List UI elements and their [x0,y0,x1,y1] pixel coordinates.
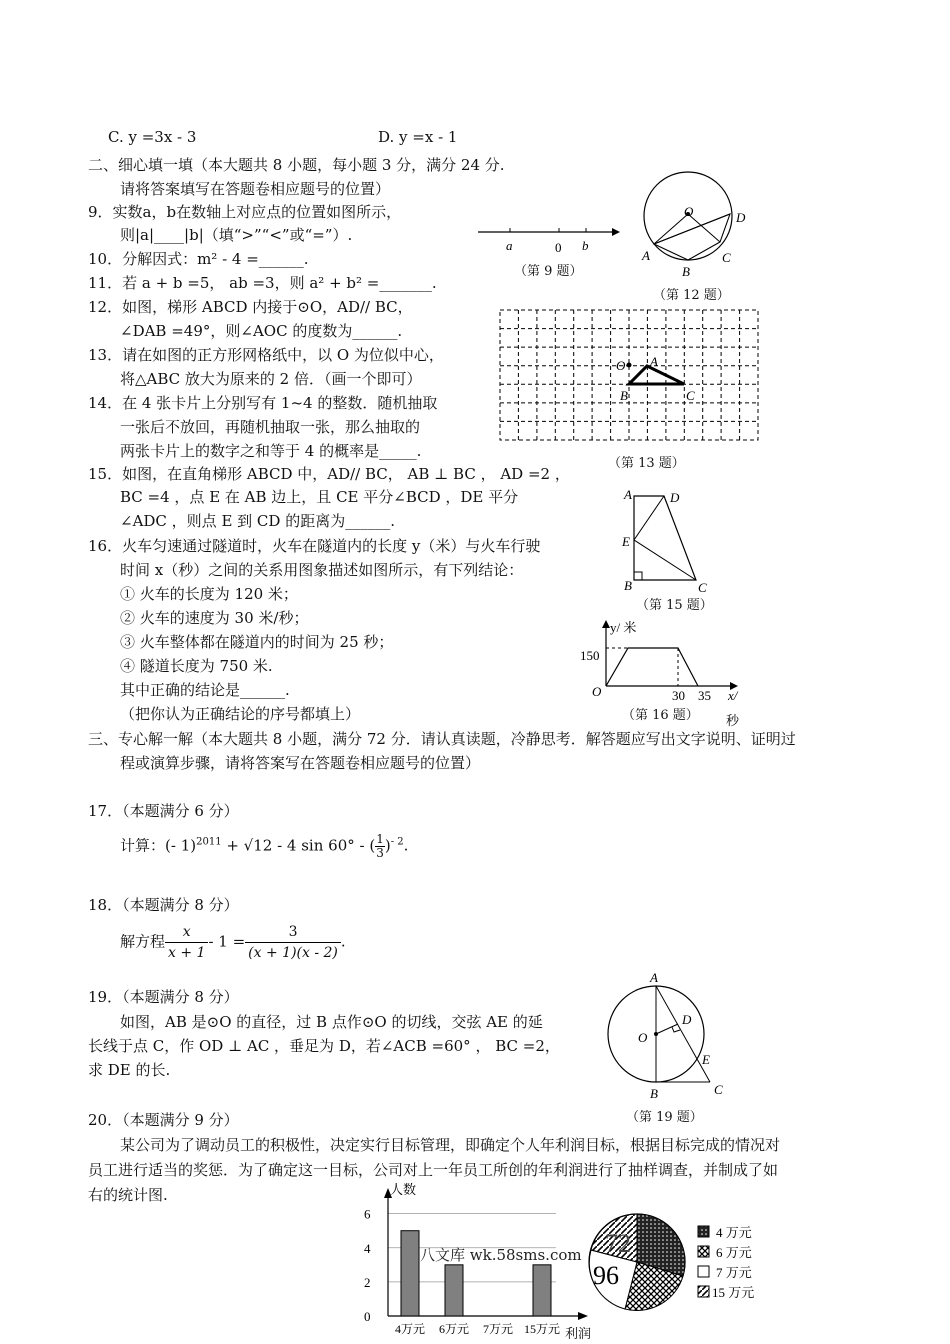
q17-sup-c: - 2 [390,836,404,848]
q14-line2: 一张后不放回，再随机抽取一张，那么抽取的 [120,418,421,436]
pie-legend [696,1224,776,1308]
label-a: A [642,248,650,263]
bar [401,1231,419,1316]
label-c: C [698,580,707,595]
graph-x30: 30 [672,688,685,703]
label-c: C [722,250,731,265]
q13-line2: 将△ABC 放大为原来的 2 倍．（画一个即可） [120,370,422,388]
q8-option-d: D. y =x - 1 [378,128,458,146]
chart-ylabel: 人数 [390,1182,417,1197]
q9-line2: 则|a|____|b|（填“>”“<”或“=”）. [120,226,353,244]
q19-title: 19．（本题满分 8 分） [88,988,239,1006]
label-o: O [684,204,694,219]
bar [445,1265,463,1316]
q17-expr-a: (- 1) [165,836,197,855]
q16-item-2: ② 火车的速度为 30 米/秒； [120,609,309,627]
label-b: B [620,388,628,403]
graph-xunit: 秒 [726,714,740,729]
q11-text: 11．若 a + b =5， ab =3，则 a² + b² =_______. [88,274,437,292]
graph-origin: O [592,684,602,699]
legend-label-7wan: 7 万元 [716,1265,752,1280]
section3-line2: 程或演算步骤，请将答案写在答题卷相应题号的位置） [120,754,481,772]
q17-tail: . [403,836,409,855]
q16-caption: （第 16 题） [622,708,699,723]
q18-mid: - 1 = [208,932,246,951]
label-b: B [650,1086,658,1101]
bar [533,1265,551,1316]
label-c: C [714,1082,723,1097]
q15-line1: 15．如图，在直角梯形 ABCD 中，AD// BC， AB ⊥ BC ， AD =2 ， [88,465,570,483]
label-a: A [650,970,658,985]
q15-line2: BC =4 ，点 E 在 AB 边上，且 CE 平分∠BCD ，DE 平分 [120,488,519,506]
label-b: b [582,238,589,253]
label-a: A [650,354,658,369]
q9-caption: （第 9 题） [514,264,583,279]
legend-swatch-4wan [698,1226,709,1237]
q20-title: 20．（本题满分 9 分） [88,1111,239,1129]
legend-swatch-6wan [698,1246,709,1257]
q13-line1: 13．请在如图的正方形网格纸中，以 O 为位似中心， [88,346,444,364]
q16-conclusion: 其中正确的结论是______. [120,681,290,699]
label-a: A [624,487,632,502]
q14-line3: 两张卡片上的数字之和等于 4 的概率是_____. [120,442,422,460]
number-line-figure [472,220,622,260]
graph-ylabel: y/ 米 [610,620,637,635]
q15-caption: （第 15 题） [636,598,713,613]
q16-line1: 16．火车匀速通过隧道时，火车在隧道内的长度 y（米）与火车行驶 [88,537,541,555]
label-a: a [506,238,513,253]
q16-line2: 时间 x（秒）之间的关系用图象描述如图所示，有下列结论： [120,561,524,579]
label-d: D [682,1012,692,1027]
watermark: 八文库 wk.58sms.com [420,1246,582,1264]
q17-prefix: 计算： [120,836,166,855]
q17-fraction [375,833,385,860]
x-tick-label: 4万元 [394,1322,426,1336]
grid-figure [496,308,762,444]
q20-line3: 右的统计图. [88,1186,168,1204]
section2-heading: 二、细心填一填（本大题共 8 小题，每小题 3 分，满分 24 分. [88,156,505,174]
q10-text: 10．分解因式：m² - 4 =______. [88,250,309,268]
q17-frac-den: 3 [376,846,384,860]
label-b: B [624,578,632,593]
q9-line1: 9．实数a，b在数轴上对应点的位置如图所示， [88,203,402,221]
q16-hint: （把你认为正确结论的序号都填上） [120,705,361,723]
legend-label-4wan: 4 万元 [716,1225,752,1240]
graph-x35: 35 [698,688,711,703]
q8-option-c: C. y =3x - 3 [108,128,197,146]
q16-item-4: ④ 隧道长度为 750 米. [120,657,273,675]
graph-y150: 150 [580,648,600,663]
q18-fraction-1 [165,922,208,963]
y-tick-label: 2 [364,1274,371,1290]
q18-f1-num: x [165,922,208,943]
q18-f2-num: 3 [245,922,341,943]
y-tick-label: 6 [364,1206,371,1222]
pie-partial-text-2: 72 [605,1229,631,1258]
q19-line3: 求 DE 的长. [88,1061,171,1079]
label-e: E [702,1052,710,1067]
q17-expression [120,833,408,860]
section2-note: 请将答案填写在答题卷相应题号的位置） [120,180,391,198]
q18-equation [120,922,346,963]
label-b: B [682,264,690,279]
q17-expr-c: ) [384,836,391,855]
label-c: C [686,388,695,403]
graph-xlabel: x/ [728,688,738,703]
circle-trapezoid-figure [632,168,762,286]
section3-line1: 三、专心解一解（本大题共 8 小题，满分 72 分．请认真读题，冷静思考．解答题应写出文字说明、证明过 [88,730,796,748]
train-graph-figure [578,616,754,708]
q14-line1: 14．在 4 张卡片上分别写有 1~4 的整数．随机抽取 [88,394,438,412]
q17-title: 17．（本题满分 6 分） [88,802,239,820]
q12-line1: 12．如图，梯形 ABCD 内接于⊙O，AD// BC， [88,298,413,316]
label-d: D [736,210,746,225]
q19-line1: 如图，AB 是⊙O 的直径，过 B 点作⊙O 的切线，交弦 AE 的延 [120,1013,543,1031]
legend-swatch-7wan [698,1266,709,1277]
pie-chart [585,1210,695,1316]
right-trapezoid-figure [618,484,718,594]
chart-xlabel: 利润 [565,1327,592,1342]
y-tick-label: 0 [364,1309,371,1324]
q20-line2: 员工进行适当的奖惩．为了确定这一目标，公司对上一年员工所创的年利润进行了抽样调查，并制成了如 [88,1161,779,1179]
x-tick-label: 15万元 [523,1322,561,1336]
q17-expr-b: + √12 - 4 sin 60° - ( [221,836,376,855]
q13-caption: （第 13 题） [608,456,685,471]
q18-prefix: 解方程 [120,932,166,951]
legend-label-15wan: 15 万元 [712,1285,755,1300]
label-zero: 0 [555,240,562,255]
q16-item-3: ③ 火车整体都在隧道内的时间为 25 秒； [120,633,394,651]
q18-fraction-2 [245,922,341,963]
x-tick-label: 6万元 [438,1322,470,1336]
q17-frac-num: 1 [376,832,384,846]
q15-line3: ∠ADC ，则点 E 到 CD 的距离为______. [120,512,395,530]
q12-line2: ∠DAB =49°，则∠AOC 的度数为______. [120,322,403,340]
label-o: O [616,358,626,373]
q19-caption: （第 19 题） [626,1110,703,1125]
q17-sup-a: 2011 [196,836,222,848]
label-e: E [622,534,630,549]
label-o: O [638,1030,648,1045]
q16-item-1: ① 火车的长度为 120 米； [120,585,298,603]
q18-f2-den: (x + 1)(x - 2) [248,945,338,961]
q19-line2: 长线于点 C，作 OD ⊥ AC ，垂足为 D，若∠ACB =60° ， BC =2， [88,1037,560,1055]
y-tick-label: 4 [364,1240,371,1256]
label-d: D [670,490,680,505]
x-tick-label: 7万元 [482,1322,514,1336]
circle-tangent-figure [600,970,730,1100]
q20-line1: 某公司为了调动员工的积极性，决定实行目标管理，即确定个人年利润目标，根据目标完成的情况对 [120,1136,781,1154]
legend-label-6wan: 6 万元 [716,1245,752,1260]
q12-caption: （第 12 题） [653,288,730,303]
q18-title: 18．（本题满分 8 分） [88,896,239,914]
q18-f1-den: x + 1 [168,945,206,961]
legend-swatch-15wan [698,1286,709,1297]
q18-tail: . [340,932,346,951]
pie-partial-text-1: 96 [593,1261,619,1290]
